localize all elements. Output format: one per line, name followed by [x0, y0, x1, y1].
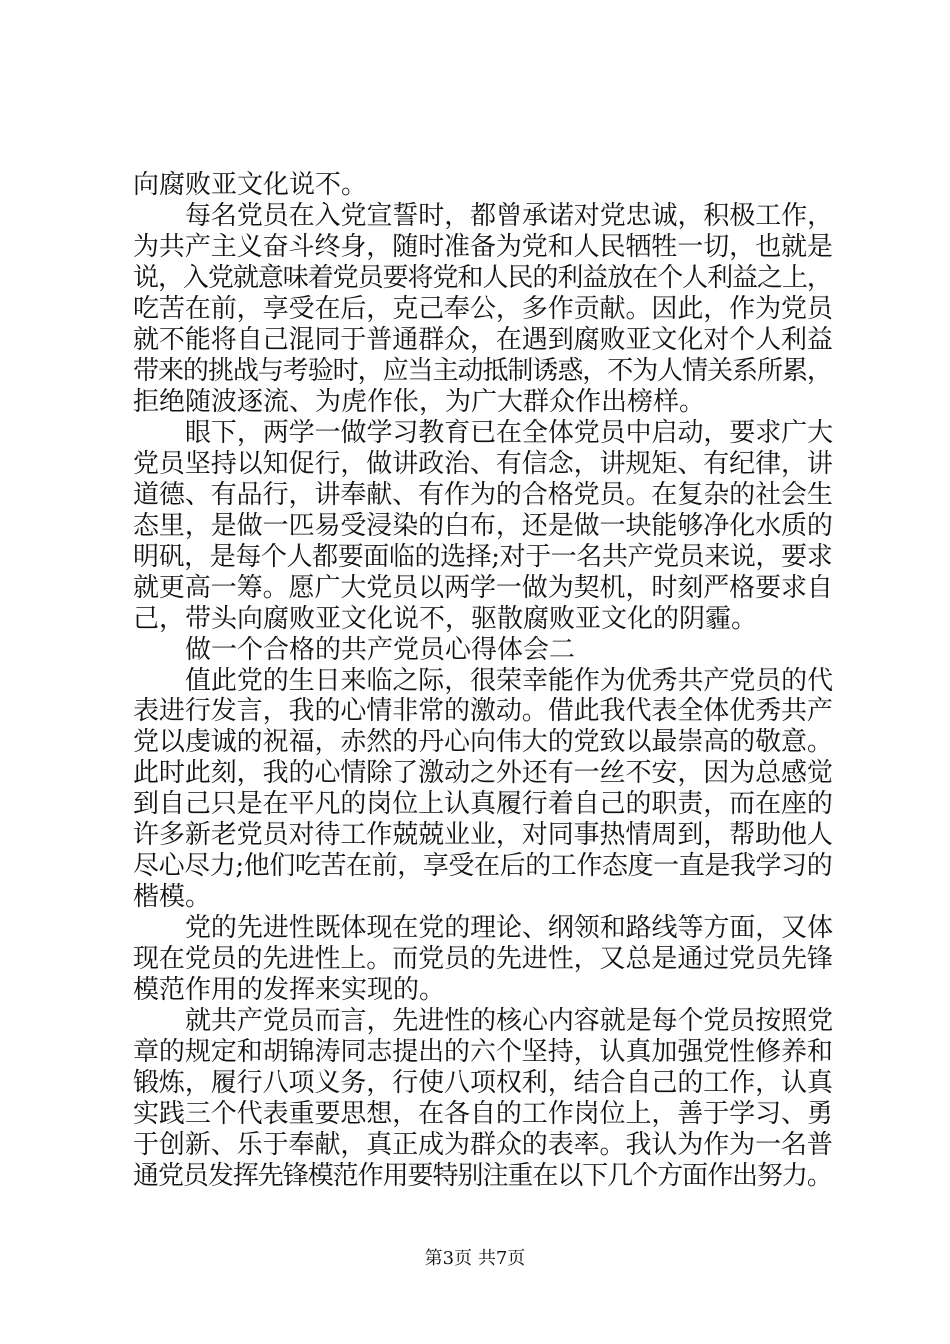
text-line: 吃苦在前，享受在后，克己奉公，多作贡献。因此，作为党员 [133, 294, 833, 324]
text-line: 表进行发言，我的心情非常的激动。借此我代表全体优秀共产 [133, 696, 833, 726]
text-line: 说，入党就意味着党员要将党和人民的利益放在个人利益之上， [133, 263, 832, 293]
text-line: 锻炼，履行八项义务，行使八项权利，结合自己的工作，认真 [133, 1068, 833, 1098]
text-line: 为共产主义奋斗终身，随时准备为党和人民牺牲一切，也就是 [133, 232, 833, 262]
text-line: 现在党员的先进性上。而党员的先进性，又总是通过党员先锋 [133, 944, 833, 974]
text-line: 通党员发挥先锋模范作用要特别注重在以下几个方面作出努力。 [133, 1161, 832, 1191]
text-line: 模范作用的发挥来实现的。 [133, 975, 446, 1005]
text-line: 尽心尽力;他们吃苦在前，享受在后的工作态度一直是我学习的 [133, 851, 833, 881]
page-footer: 第3页 共7页 [424, 1248, 526, 1269]
section-heading: 做一个合格的共产党员心得体会二 [185, 635, 576, 665]
text-line: 章的规定和胡锦涛同志提出的六个坚持，认真加强党性修养和 [133, 1037, 833, 1067]
text-line: 态里，是做一匹易受浸染的白布，还是做一块能够净化水质的 [133, 511, 833, 541]
text-line: 就不能将自己混同于普通群众，在遇到腐败亚文化对个人利益 [133, 325, 833, 355]
text-line: 许多新老党员对待工作兢兢业业，对同事热情周到，帮助他人 [133, 820, 833, 850]
text-line: 己，带头向腐败亚文化说不，驱散腐败亚文化的阴霾。 [133, 604, 758, 634]
text-line: 向腐败亚文化说不。 [133, 170, 368, 200]
text-line: 到自己只是在平凡的岗位上认真履行着自己的职责，而在座的 [133, 789, 833, 819]
paragraph-first-line: 就共产党员而言，先进性的核心内容就是每个党员按照党 [185, 1006, 834, 1036]
text-line: 党员坚持以知促行，做讲政治、有信念，讲规矩、有纪律，讲 [133, 449, 833, 479]
paragraph-first-line: 每名党员在入党宣誓时，都曾承诺对党忠诚，积极工作， [185, 201, 834, 231]
text-line: 党以虔诚的祝福，赤然的丹心向伟大的党致以最崇高的敬意。 [133, 727, 833, 757]
paragraph-first-line: 党的先进性既体现在党的理论、纲领和路线等方面，又体 [185, 913, 834, 943]
text-line: 于创新、乐于奉献，真正成为群众的表率。我认为作为一名普 [133, 1130, 833, 1160]
text-line: 拒绝随波逐流、为虎作伥，为广大群众作出榜样。 [133, 387, 706, 417]
text-line: 明矾，是每个人都要面临的选择;对于一名共产党员来说，要求 [133, 542, 833, 572]
paragraph-first-line: 眼下，两学一做学习教育已在全体党员中启动，要求广大 [185, 418, 834, 448]
text-line: 实践三个代表重要思想，在各自的工作岗位上，善于学习、勇 [133, 1099, 833, 1129]
text-line: 道德、有品行，讲奉献、有作为的合格党员。在复杂的社会生 [133, 480, 833, 510]
text-line: 楷模。 [133, 882, 212, 912]
text-line: 就更高一筹。愿广大党员以两学一做为契机，时刻严格要求自 [133, 573, 833, 603]
text-line: 此时此刻，我的心情除了激动之外还有一丝不安，因为总感觉 [133, 758, 833, 788]
paragraph-first-line: 值此党的生日来临之际，很荣幸能作为优秀共产党员的代 [185, 666, 834, 696]
text-line: 带来的挑战与考验时，应当主动抵制诱惑，不为人情关系所累， [133, 356, 832, 386]
